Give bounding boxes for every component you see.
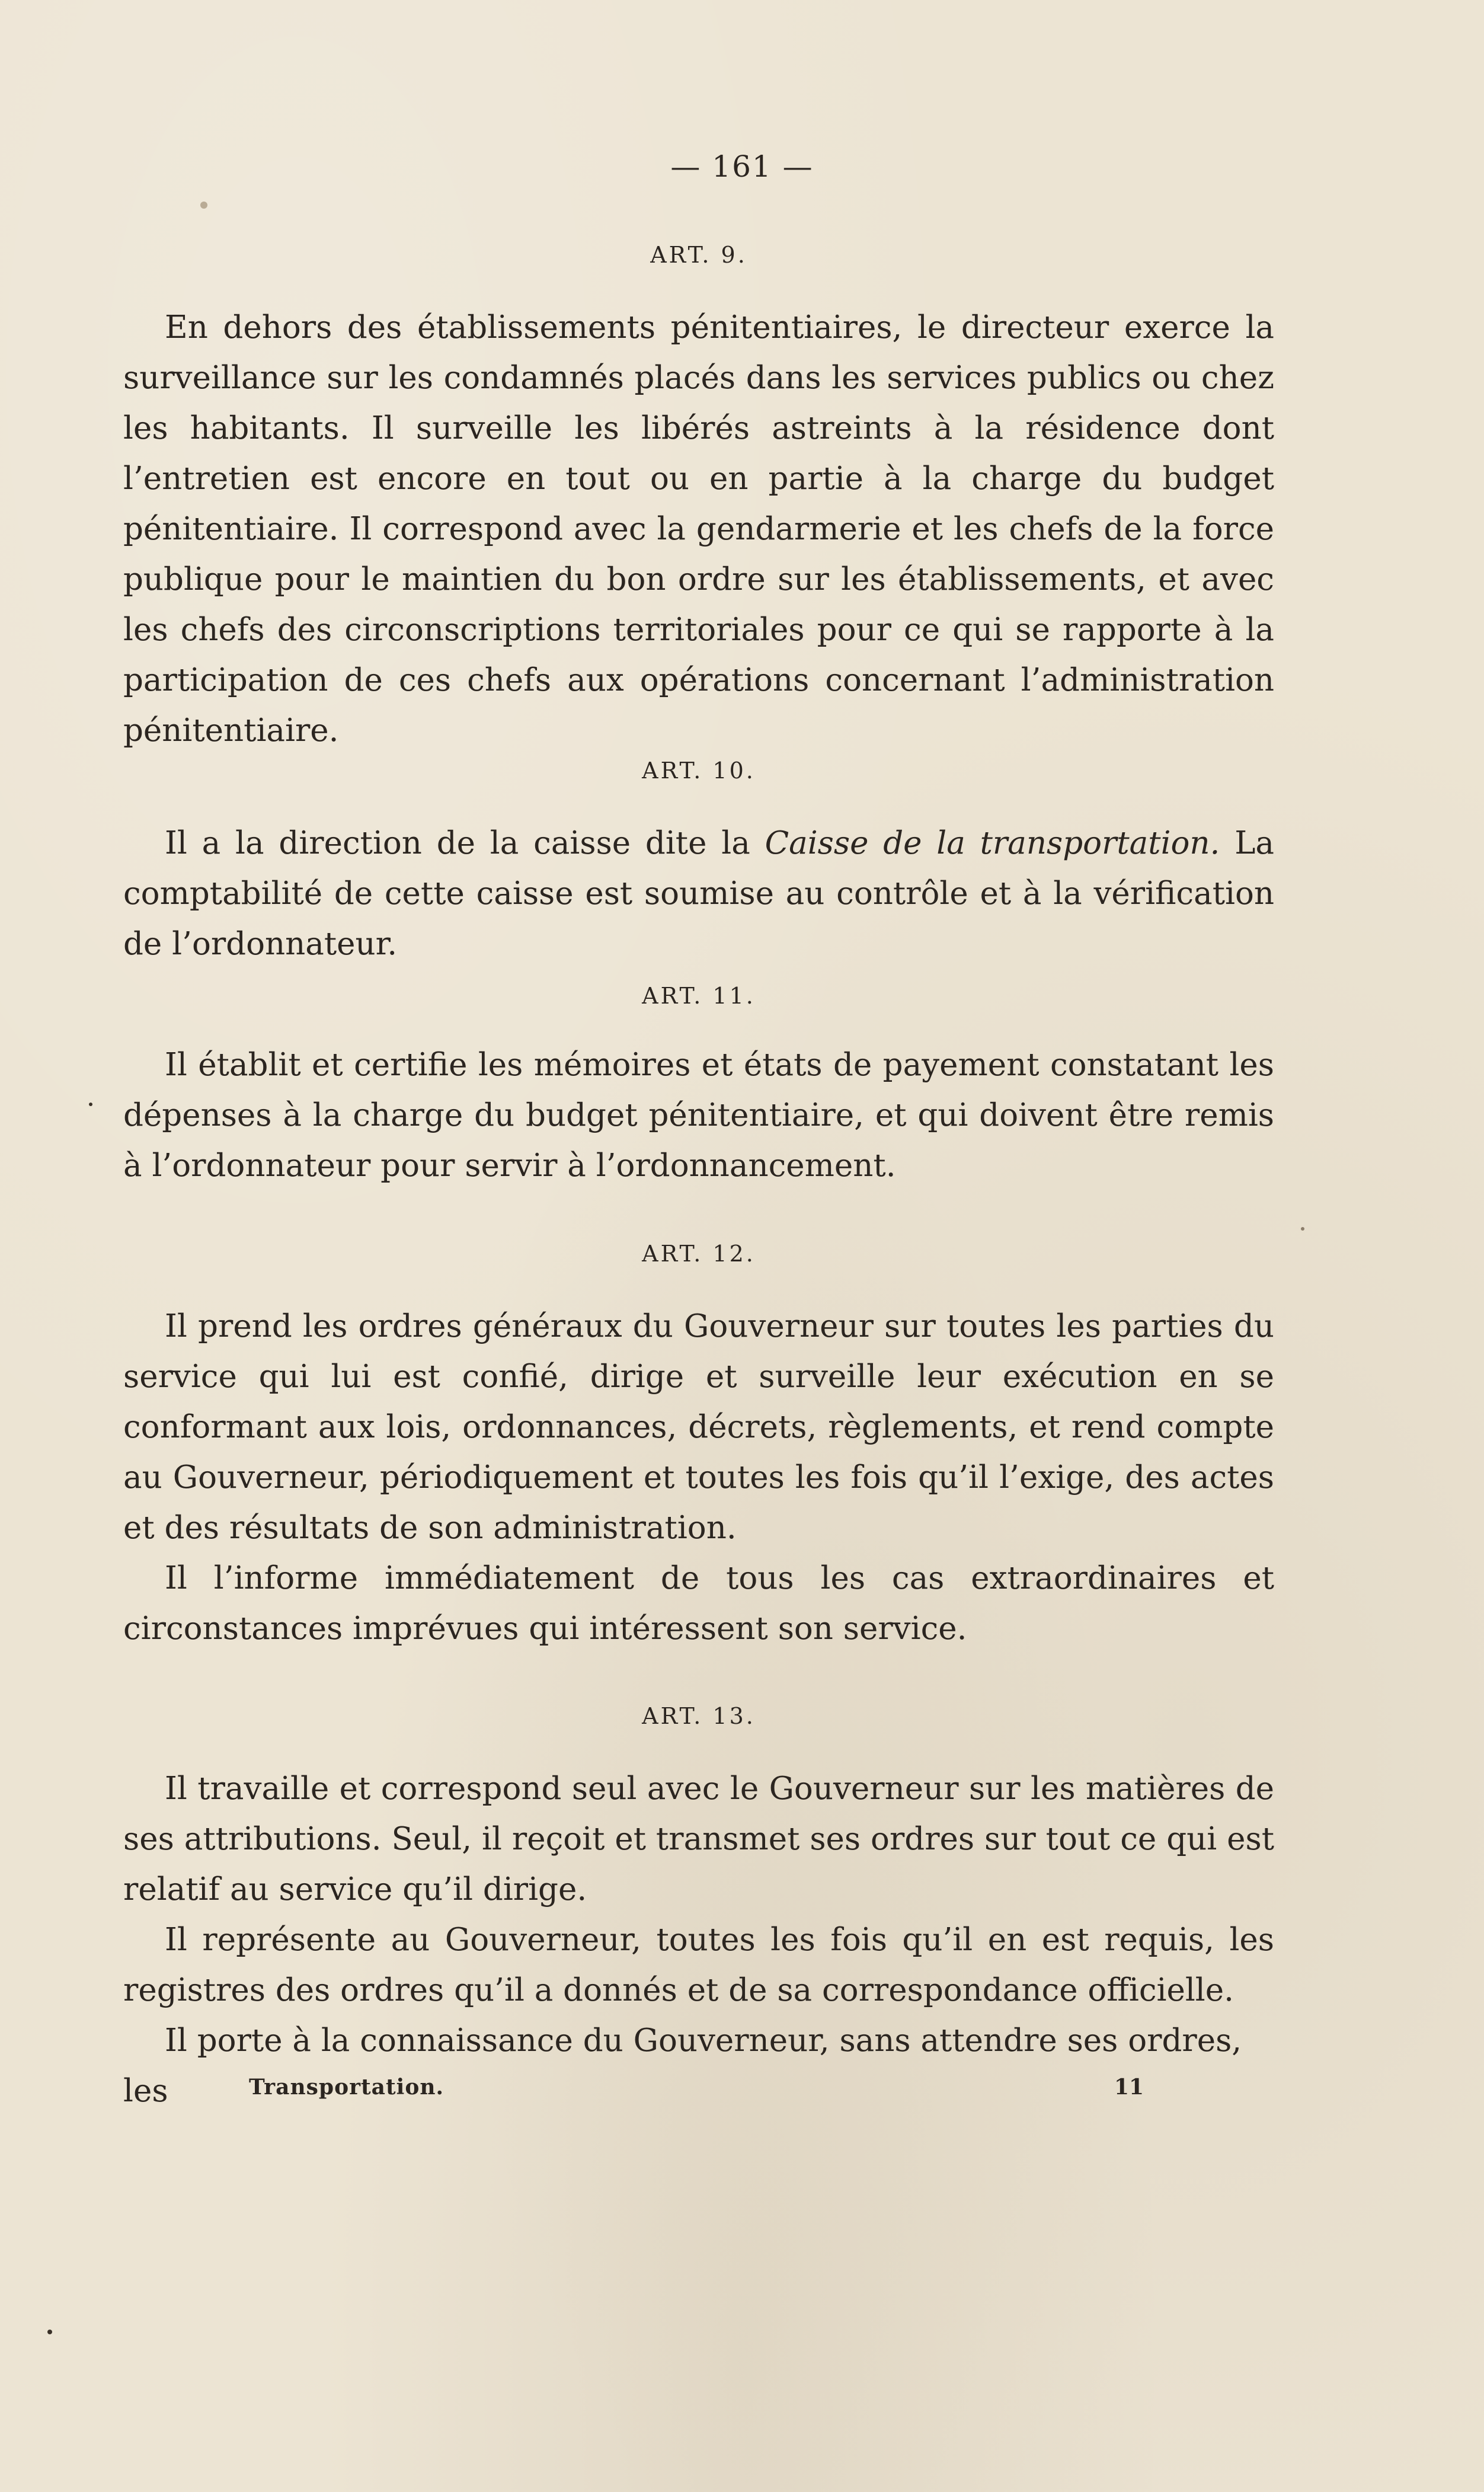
article-heading: ART. 9. bbox=[650, 242, 747, 268]
footer-sheet-number: 11 bbox=[1114, 2075, 1144, 2100]
paragraph-text: La comptabilité de cette caisse est soumise au contrôle et à la vérification de l’ordonnateur. bbox=[123, 825, 1274, 962]
article-paragraph bbox=[123, 818, 1274, 969]
article-heading: ART. 10. bbox=[642, 758, 756, 784]
article-paragraph: Il établit et certifie les mémoires et états de payement constatant les dépenses à la charge du budget pénitentiaire, et qui doivent être remis à l’ordonnateur pour servir à l’ordonnancement. bbox=[123, 1047, 1274, 1184]
article-heading: ART. 13. bbox=[642, 1703, 756, 1729]
article-9 bbox=[123, 237, 1274, 756]
footer-signature: Transportation. bbox=[249, 2075, 444, 2100]
page-number: — 161 — bbox=[670, 149, 814, 184]
article-paragraph: Il l’informe immédiatement de tous les cas extraordinaires et circonstances imprévues qui intéressent son service. bbox=[123, 1560, 1274, 1647]
paper-speck bbox=[89, 1103, 92, 1106]
article-heading: ART. 12. bbox=[642, 1241, 756, 1267]
article-12 bbox=[123, 1236, 1274, 1654]
paper-speck bbox=[200, 202, 207, 209]
italic-title: Caisse de la transportation. bbox=[765, 825, 1220, 861]
paper-speck bbox=[47, 2330, 52, 2334]
article-paragraph: Il porte à la connaissance du Gouverneur, sans attendre ses ordres, les bbox=[123, 2023, 1242, 2109]
article-10 bbox=[123, 753, 1274, 969]
article-heading: ART. 11. bbox=[642, 983, 756, 1009]
article-11 bbox=[123, 978, 1274, 1191]
paragraph-text: Il a la direction de la caisse dite la bbox=[165, 825, 765, 861]
paper-speck bbox=[1301, 1227, 1304, 1231]
article-paragraph: Il travaille et correspond seul avec le Gouverneur sur les matières de ses attributions. Seul, il reçoit et transmet ses ordres sur tout ce qui est relatif au service qu’il dirige. bbox=[123, 1771, 1274, 1908]
article-paragraph: Il prend les ordres généraux du Gouverneur sur toutes les parties du service qui lui est confié, dirige et surveille leur exécution en se conformant aux lois, ordonnances, décrets, règlements, et rend compte au Gouverneur, périodiquement et toutes les fois qu’il l’exige, des actes et des résultats de son administration. bbox=[123, 1308, 1274, 1546]
article-13 bbox=[123, 1698, 1274, 2116]
article-paragraph: En dehors des établissements pénitentiaires, le directeur exerce la surveillance sur les condamnés placés dans les services publics ou chez les habitants. Il surveille les libérés astreints à la résidence dont l’entretien est encore en tout ou en partie à la charge du budget pénitentiaire. Il correspond avec la gendarmerie et les chefs de la force publique pour le maintien du bon ordre sur les établissements, et avec les chefs des circonscriptions territoriales pour ce qui se rapporte à la participation de ces chefs aux opérations concernant l’administration pénitentiaire. bbox=[123, 309, 1274, 749]
article-paragraph: Il représente au Gouverneur, toutes les fois qu’il en est requis, les registres des ordres qu’il a donnés et de sa correspondance officielle. bbox=[123, 1922, 1274, 2008]
